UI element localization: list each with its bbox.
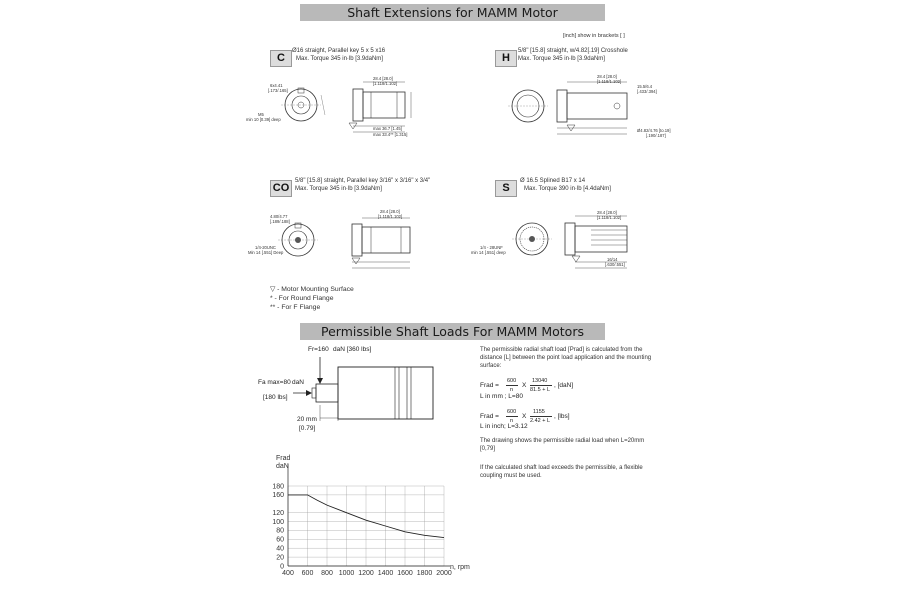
shaft-c-length-inch: [1.118/1.102]	[373, 81, 398, 86]
shaft-s-thread-depth: min 14 [.551] deep	[471, 250, 506, 255]
formula-imperial-times: X	[522, 413, 527, 420]
chart-y-axis-unit: daN	[276, 463, 289, 470]
chart-y-tick-label: 180	[272, 483, 284, 491]
shaft-h-hole-inch: [.190/.187]	[646, 133, 666, 138]
chart-y-tick-label: 120	[272, 509, 284, 517]
formula-metric-speed-num: 600	[507, 378, 517, 384]
shaft-code-h: H	[495, 50, 517, 67]
chart-x-axis-label: n, rpm	[450, 564, 470, 571]
shaft-co-thread: 1/4-20UNC	[255, 245, 276, 250]
shaft-s-length: 28.4 [28.0]	[597, 210, 617, 215]
formula-imperial-den: 2.42 + L	[530, 418, 551, 424]
shaft-co-drawing	[245, 200, 445, 280]
chart-y-axis-label: Frad	[276, 455, 291, 462]
chart-y-tick-label: 60	[276, 536, 284, 544]
shaft-c-drawing	[245, 70, 445, 150]
shaft-c-key-width: 6x4.41	[270, 83, 283, 88]
shaft-s-thread: 1/4 - 28UNF	[480, 245, 503, 250]
chart-y-tick-label: 80	[276, 527, 284, 535]
shaft-c-spec-line2: Max. Torque 345 in·lb [3.9daNm]	[296, 56, 383, 62]
shaft-s-spec-line2: Max. Torque 390 in·lb [4.4daNm]	[524, 186, 611, 192]
formula-imperial-lhs: Frad =	[480, 413, 499, 420]
shaft-h-spec-line1: 5/8" [15.8] straight, w/4.82[.19] Crosshole	[518, 48, 628, 54]
shaft-s-spec-line1: Ø 16.5 Splined B17 x 14	[520, 178, 586, 184]
shaft-c-max2: max 33.4** [1.315]	[373, 132, 408, 137]
formula-metric-den: 81.5 + L	[530, 387, 551, 393]
chart-x-tick-label: 800	[321, 570, 333, 577]
formula-imperial-speed-den: n	[510, 418, 514, 424]
shaft-h-length-inch: [1.118/1.102]	[597, 79, 622, 84]
axial-load-value: Fa max=80	[258, 379, 291, 386]
shaft-h-spec-line2: Max. Torque 345 in·lb [3.9daNm]	[518, 56, 605, 62]
formula-metric-unit: , [daN]	[554, 382, 574, 389]
chart-x-tick-label: 1800	[416, 570, 433, 577]
shaft-code-co: CO	[270, 180, 292, 197]
chart-y-tick-label: 160	[272, 492, 284, 500]
section-title-shaft-extensions: Shaft Extensions for MAMM Motor	[300, 4, 605, 21]
shaft-co-thread-depth: Min 14 [.551] Deep	[248, 250, 284, 255]
chart-x-tick-label: 1000	[338, 570, 355, 577]
shaft-s-length-inch: [1.118/1.102]	[597, 215, 622, 220]
formula-imperial-speed-num: 600	[507, 409, 517, 415]
inch-note: [inch] show in brackets [ ]	[563, 33, 625, 39]
load-distance: 20 mm	[297, 416, 317, 423]
shaft-c-max1: max 36.7 [1.45]	[373, 126, 402, 131]
shaft-c-length: 28.4 [28.0]	[373, 76, 393, 81]
formula-imperial-num: 1155	[533, 409, 545, 415]
chart-y-tick-label: 40	[276, 545, 284, 553]
chart-y-tick-label: 20	[276, 554, 284, 562]
chart-x-tick-label: 2000	[436, 570, 452, 577]
axial-load-unit: daN	[292, 379, 304, 386]
shaft-c-spec-line1: Ø16 straight, Parallel key 5 x 5 x16	[292, 48, 386, 54]
axial-load-lbs: [180 lbs]	[263, 394, 288, 401]
formula-imperial-unit: , [lbs]	[554, 413, 570, 420]
shaft-h-cross: 15.5/6.4	[637, 84, 653, 89]
legend-f-flange: ** - For F Flange	[270, 304, 321, 311]
section-title-permissible-loads: Permissible Shaft Loads For MAMM Motors	[300, 323, 605, 340]
shaft-co-length: 28.4 [28.0]	[380, 209, 400, 214]
formula-metric-speed-den: n	[510, 387, 514, 393]
shaft-co-spec-line1: 5/8" [15.8] straight, Parallel key 3/16" x 3/16" x 3/4"	[295, 178, 431, 184]
chart-x-tick-label: 1400	[377, 570, 394, 577]
shaft-s-spline: 16/14	[607, 257, 618, 262]
radial-load-value: Fr=160	[308, 346, 329, 353]
shaft-c-key-width-inch: [.173/.165]	[268, 88, 288, 93]
shaft-c-thread: M5	[258, 112, 264, 117]
formula-metric-times: X	[522, 382, 527, 389]
shaft-h-hole: Ø4.82/4.76 [to.19]	[637, 128, 671, 133]
shaft-h-cross-inch: [.433/.394]	[637, 89, 657, 94]
legend-round-flange: * - For Round Flange	[270, 295, 334, 302]
chart-y-tick-label: 100	[272, 518, 284, 526]
shaft-code-c: C	[270, 50, 292, 67]
chart-x-tick-label: 1200	[358, 570, 374, 577]
chart-x-tick-label: 600	[301, 570, 314, 577]
shaft-s-drawing	[495, 200, 685, 280]
load-distance-inch: [0.79]	[299, 425, 316, 432]
shaft-code-s: S	[495, 180, 517, 197]
chart-x-tick-label: 1600	[397, 570, 413, 577]
shaft-co-length-inch: [1.118/1.102]	[378, 214, 403, 219]
legend-mounting-surface: ▽ - Motor Mounting Surface	[270, 286, 354, 293]
radial-load-unit: daN [360 lbs]	[333, 346, 372, 353]
shaft-co-key-inch: [.189/.188]	[270, 219, 290, 224]
shaft-s-spline-inch: [.630/.551]	[605, 262, 625, 267]
formula-imperial-note: L in inch; L=3.12	[480, 423, 528, 430]
description-coupling-note: If the calculated shaft load exceeds the permissible, a flexible coupling must be used.	[480, 465, 643, 479]
shaft-co-key: 4.80/4.77	[270, 214, 288, 219]
formula-metric-note: L in mm ; L=80	[480, 393, 523, 400]
description-drawing-note: The drawing shows the permissible radial load when L=20mm [0,79]	[480, 438, 645, 452]
shaft-c-thread-depth: min 10 [0.39] deep	[246, 117, 281, 122]
formula-metric-lhs: Frad =	[480, 382, 499, 389]
shaft-co-spec-line2: Max. Torque 345 in·lb [3.9daNm]	[295, 186, 382, 192]
load-speed-chart	[262, 448, 482, 588]
shaft-h-length: 28.4 [28.0]	[597, 74, 617, 79]
description-intro: The permissible radial shaft load [Prad] is calculated from the distance [L] between the point load application and the mounting surface:	[480, 347, 652, 369]
formula-metric-num: 13040	[532, 378, 548, 384]
chart-y-tick-label: 0	[280, 563, 284, 571]
chart-x-tick-label: 400	[282, 570, 294, 577]
